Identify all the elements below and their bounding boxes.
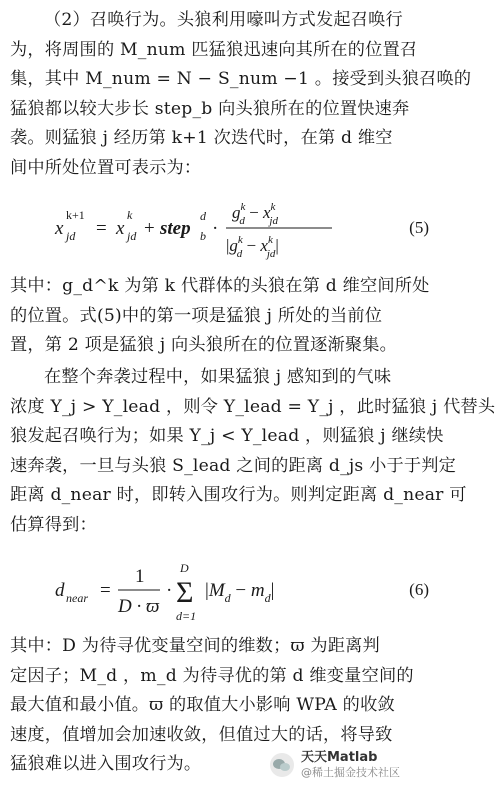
text-line: 为，将周围的 M_num 匹猛狼迅速向其所在的位置召 [10,39,418,60]
text-line: 最大值和最小值。ϖ 的取值大小影响 WPA 的收敛 [10,695,395,716]
text-line: 定因子；M_d ，m_d 为待寻优的第 d 维变量空间的 [10,665,414,686]
text-line: 置，第 2 项是猛狼 j 向头狼所在的位置逐渐聚集。 [10,335,398,356]
eq5-frac-top: $g^k$ $d - x^k$ jd [232,201,278,227]
svg-text:·: · [166,580,173,601]
eq5-step: step [160,218,191,239]
equation-5-formula [0,190,447,260]
eq5-lhs: x [55,218,64,239]
paragraph-summon-behavior [10,6,472,184]
text-line: 估算得到： [10,514,97,535]
eq5-term1-sup: k [127,208,133,222]
text-line: 集，其中 M_num = N − S_num −1 。接受到头狼召唤的 [10,69,472,90]
text-line: 的位置。式(5)中的第一项是猛狼 j 所处的当前位 [10,305,383,326]
text-line: 猛狼都以较大步长 step_b 向头狼所在的位置快速奔 [10,98,410,119]
watermark-subtitle: @稀土掘金技术社区 [301,766,400,779]
equation-6 [0,550,447,630]
text-line: 在整个奔袭过程中，如果猛狼 j 感知到的气味 [44,367,392,387]
svg-text:+: + [144,218,155,239]
eq6-lhs: d [55,580,65,601]
text-line: 猛狼难以进入围攻行为。 [10,754,202,775]
svg-text:·: · [212,218,219,239]
equation-6-number: (6) [409,580,429,599]
eq5-term1: x [116,218,125,239]
watermark [269,747,439,783]
text-line: 距离 d_near 时，即转入围攻行为。则判定距离 d_near 可 [10,485,467,506]
svg-text:Σ: Σ [176,576,194,609]
equation-5 [0,190,447,260]
eq6-numerator: 1 [135,566,145,587]
text-line: 速度，值增加会加速收敛，但值过大的话，将导致 [10,724,393,745]
eq6-sum-bottom: d=1 [176,609,197,623]
text-line: 其中：D 为待寻优变量空间的维数；ϖ 为距离判 [10,636,380,656]
eq5-step-sup: d [200,209,206,223]
watermark-title: 天天Matlab [301,750,378,765]
text-line: 袭。则猛狼 j 经历第 k+1 次迭代时，在第 d 维空 [10,128,393,149]
text-line: 间中所处位置可表示为： [10,157,202,178]
text-line: 狼发起召唤行为；如果 Y_j < Y_lead ，则猛狼 j 继续快 [10,426,444,447]
eq6-body: $|M_d - m_d|$ [205,580,275,605]
eq5-step-sub: b [200,229,206,243]
eq6-sum-top: D [180,561,189,575]
wechat-icon [269,752,295,778]
equation-6-formula [0,550,447,630]
text-line: 速奔袭，一旦与头狼 S_lead 之间的距离 d_js 小于于判定 [10,455,457,476]
paragraph-raid-process [10,363,495,541]
eq5-frac-bottom: $|g^k$ $d - x^k$ jd| [226,234,279,260]
text-line: 浓度 Y_j > Y_lead ，则令 Y_lead = Y_j ，此时猛狼 j 代替头 [10,396,495,417]
eq5-lhs-sup: k+1 [66,208,85,222]
eq5-lhs-sub: jd [66,229,76,243]
eq5-term1-sub: jd [127,229,137,243]
svg-text:=: = [100,580,111,601]
text-line: 其中：g_d^k 为第 k 代群体的头狼在第 d 维空间所处 [10,276,430,296]
paragraph-eq5-explanation [10,272,438,361]
text-line: （2）召唤行为。头狼利用嚎叫方式发起召唤行 [44,10,403,30]
eq6-lhs-sub: near [66,591,88,605]
eq6-denominator: D · ϖ [118,596,160,617]
svg-text:=: = [96,218,107,239]
equation-5-number: (5) [409,218,429,237]
